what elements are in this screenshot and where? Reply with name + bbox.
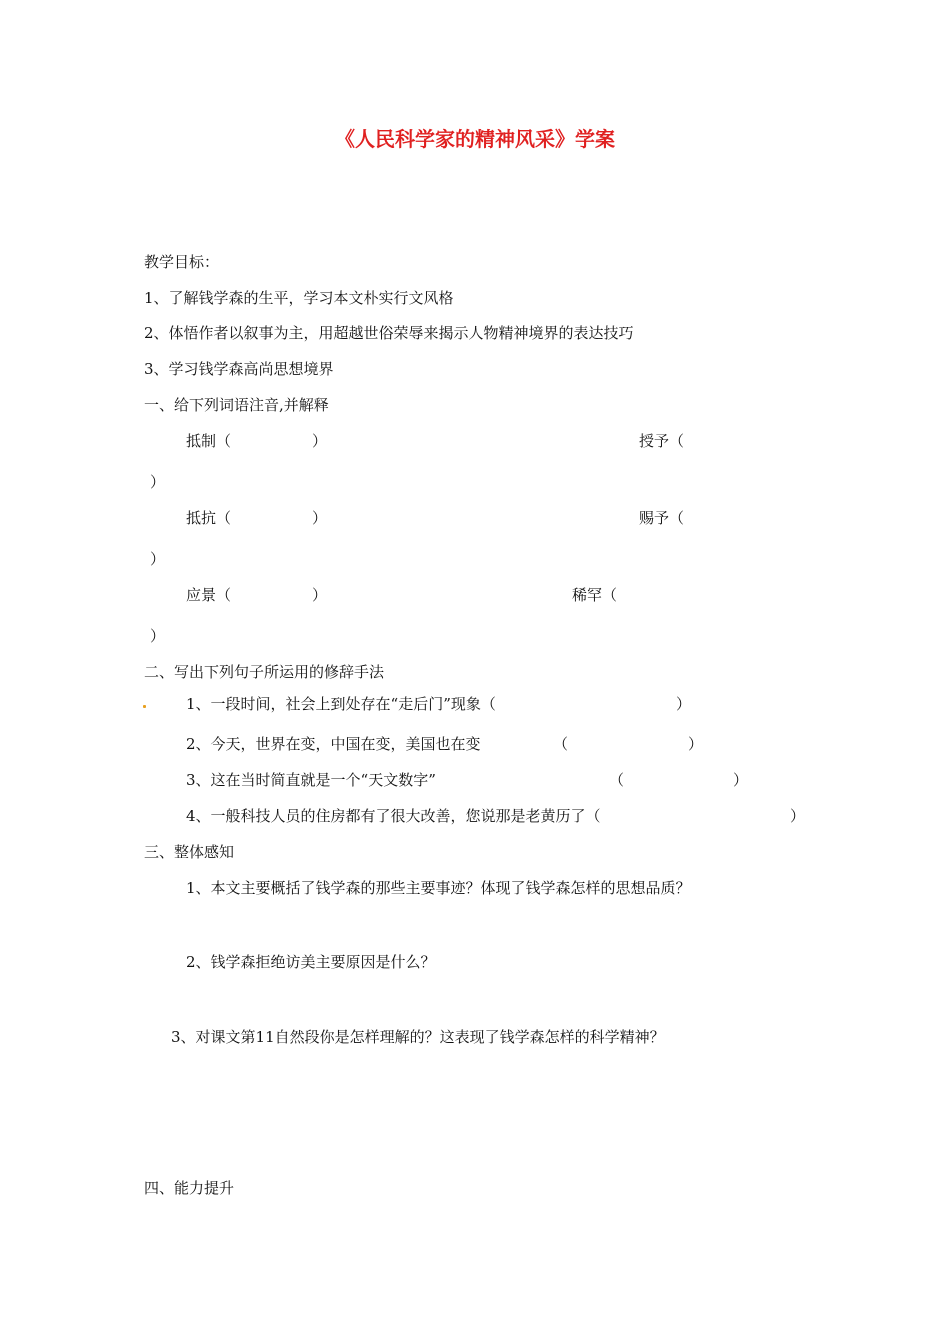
word-right: 授予（ [639,432,685,450]
word-left: 抵抗（ [186,509,232,527]
word-left-close: ） [312,509,328,527]
rhetoric-item: 2、今天，世界在变，中国在变，美国也在变 [186,735,481,753]
objective-item: 1、了解钱学森的生平，学习本文朴实行文风格 [144,289,454,307]
word-left-close: ） [312,586,328,604]
word-left: 抵制（ [186,432,232,450]
objectives-heading: 教学目标： [144,253,220,271]
rhetoric-item: 1、一段时间，社会上到处存在“走后门”现象（ [186,695,496,713]
word-left: 应景（ [186,586,232,604]
section2-heading: 二、写出下列句子所运用的修辞手法 [144,663,385,681]
word-right-close: ） [150,473,166,491]
section3-heading: 三、整体感知 [144,843,235,861]
question-item: 1、本文主要概括了钱学森的那些主要事迹？体现了钱学森怎样的思想品质？ [186,879,691,897]
objective-item: 3、学习钱学森高尚思想境界 [144,360,334,378]
question-item: 3、对课文第11自然段你是怎样理解的？这表现了钱学森怎样的科学精神？ [171,1028,665,1046]
rhetoric-open: （ [553,735,569,753]
rhetoric-close: ） [676,695,692,713]
rhetoric-close: ） [733,771,749,789]
question-item: 2、钱学森拒绝访美主要原因是什么？ [186,953,436,971]
word-right: 稀罕（ [572,586,618,604]
word-right-close: ） [150,627,166,645]
section4-heading: 四、能力提升 [144,1179,235,1197]
section1-heading: 一、给下列词语注音,并解释 [144,396,329,414]
marker-dot [143,705,146,708]
rhetoric-close: ） [790,807,806,825]
rhetoric-open: （ [609,771,625,789]
word-right-close: ） [150,550,166,568]
document-title: 《人民科学家的精神风采》学案 [335,127,615,151]
rhetoric-close: ） [688,735,704,753]
objective-item: 2、体悟作者以叙事为主，用超越世俗荣辱来揭示人物精神境界的表达技巧 [144,324,634,342]
word-right: 赐予（ [639,509,685,527]
rhetoric-item: 4、一般科技人员的住房都有了很大改善，您说那是老黄历了（ [186,807,601,825]
rhetoric-item: 3、这在当时简直就是一个“天文数字” [186,771,436,789]
word-left-close: ） [312,432,328,450]
